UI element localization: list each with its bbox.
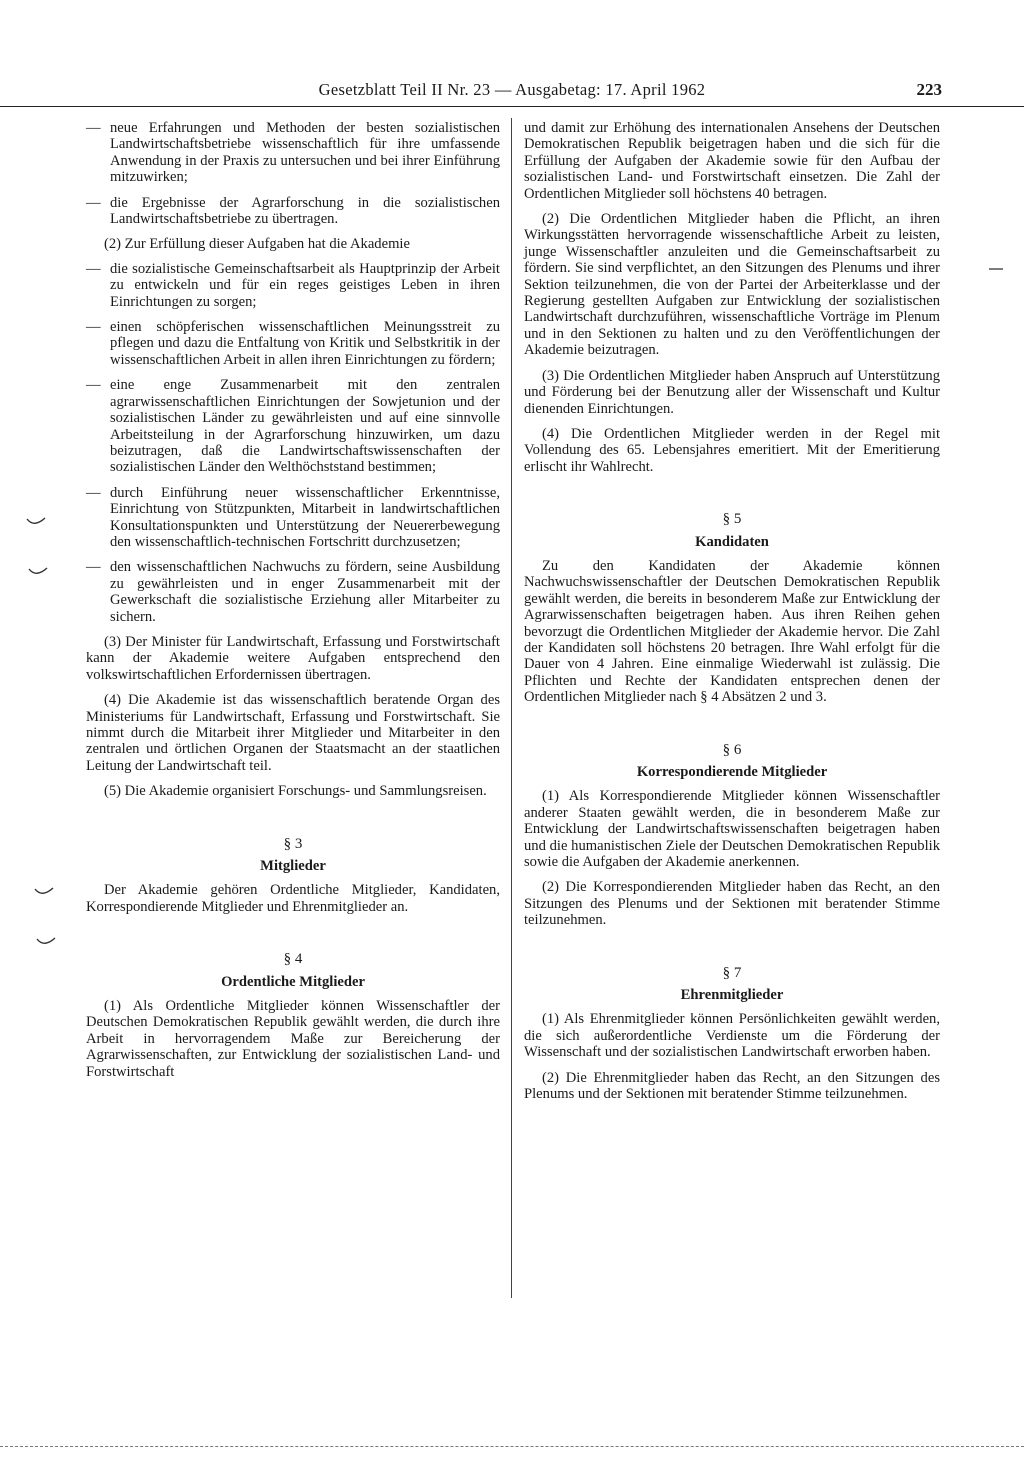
paragraph-2-lead: (2) Zur Erfüllung dieser Aufgaben hat die Akademie	[104, 236, 410, 253]
section-5-title: Kandidaten	[695, 533, 769, 550]
list-item: — durch Einführung neuer wissenschaftlicher Erkenntnisse, Einrichtung von Stützpunkten, Mitarbeit in landwirtschaftlichen Konsultationspunkten und Unterstützung der Neuererbewegung den wissenschaftlich-technischen Fortschritt durchzusetzen;	[86, 485, 500, 551]
check-mark-icon	[36, 936, 56, 950]
check-mark-icon	[26, 516, 46, 530]
section-4-paragraph-3: (3) Die Ordentlichen Mitglieder haben Anspruch auf Unterstützung und Förderung bei der Benutzung aller der Wissenschaft und Kultur dienenden Einrichtungen.	[524, 367, 940, 417]
section-4-mark: § 4	[283, 951, 303, 968]
list-item: — den wissenschaftlichen Nachwuchs zu fördern, seine Ausbildung zu gewährleisten und in enger Zusammenarbeit mit der Gewerkschaft die sozialistische Erziehung aller Mitarbeiter zu sichern.	[86, 559, 500, 625]
check-mark-icon	[34, 886, 54, 900]
list-item: — einen schöpferischen wissenschaftlichen Meinungsstreit zu pflegen und dazu die Entfaltung von Kritik und Selbstkritik in der wissenschaftlichen Arbeit in allen ihren Einrichtungen zu fördern;	[86, 319, 500, 368]
section-4-paragraph-2: (2) Die Ordentlichen Mitglieder haben die Pflicht, an ihren Wirkungsstätten hervorragende wissenschaftliche Arbeit zu leisten, junge Wissenschaftler anzuleiten und die Gemeinschaftsarbeit zu fördern. Sie sind verpflichtet, an den Sitzungen des Plenums und ihrer Sektion teilzunehmen, die von der Partei der Arbeiterklasse und der Regierung gestellten Aufgaben zur Entwicklung der sozialistischen Landwirtschaft durchzuführen, wissenschaftliche Vorträge im Plenum und in den Sektionen zu halten und zu den Veröffentlichungen der Akademie beizutragen.	[524, 211, 940, 359]
list-item: — die Ergebnisse der Agrarforschung in die sozialistischen Landwirtschaftsbetriebe zu übertragen.	[86, 195, 500, 228]
section-6-mark: § 6	[722, 741, 742, 758]
section-4-text: (1) Als Ordentliche Mitglieder können Wissenschaftler der Deutschen Demokratischen Republik gewählt werden, die durch ihre Arbeit in hervorragendem Maße zur Bereicherung der Agrarwissenschaften, zur Entwicklung der sozialistischen Land- und Forstwirtschaft	[86, 998, 500, 1080]
paragraph-5: (5) Die Akademie organisiert Forschungs- und Sammlungsreisen.	[104, 783, 487, 800]
section-3-title: Mitglieder	[260, 858, 326, 875]
check-mark-icon	[28, 566, 48, 580]
section-7-title: Ehrenmitglieder	[680, 987, 784, 1004]
right-column	[524, 120, 940, 1112]
section-6-paragraph-1: (1) Als Korrespondierende Mitglieder können Wissenschaftler anderer Staaten gewählt werden, die in besonderem Maße zur Entwicklung der Landwirtschaftswissenschaften beigetragen haben und die humanistischen Ziele der Deutschen Demokratischen Republik sowie die Aufgaben der Akademie anerkennen.	[524, 788, 940, 871]
bottom-rule	[0, 1446, 1024, 1448]
paragraph-3: (3) Der Minister für Landwirtschaft, Erfassung und Forstwirtschaft kann der Akademie weitere Aufgaben entsprechend den volkswirtschaftlichen Erfordernissen übertragen.	[86, 633, 500, 683]
column-divider	[511, 118, 512, 1298]
section-5-text: Zu den Kandidaten der Akademie können Nachwuchswissenschaftler der Deutschen Demokratischen Republik gewählt werden, die bereits in besonderem Maße zur Entwicklung der Agrarwissenschaften beigetragen haben. Aus ihren Reihen gehen bevorzugt die Ordentlichen Mitglieder der Akademie hervor. Die Zahl der Kandidaten soll höchstens 20 betragen. Ihre Wahl erfolgt für die Dauer von 4 Jahren. Eine einmalige Wiederwahl ist zulässig. Die Pflichten und Rechte der Kandidaten entsprechen denen der Ordentlichen Mitglieder nach § 4 Absätzen 2 und 3.	[524, 557, 940, 706]
section-5-mark: § 5	[722, 511, 742, 528]
section-3-text: Der Akademie gehören Ordentliche Mitglieder, Kandidaten, Korrespondierende Mitglieder und Ehrenmitglieder an.	[86, 882, 500, 915]
section-7-paragraph-2: (2) Die Ehrenmitglieder haben das Recht, an den Sitzungen des Plenums und der Sektionen mit beratender Stimme teilzunehmen.	[524, 1069, 940, 1103]
section-6-paragraph-2: (2) Die Korrespondierenden Mitglieder haben das Recht, an den Sitzungen des Plenums und der Sektionen mit beratender Stimme teilzunehmen.	[524, 879, 940, 929]
section-4-continuation: und damit zur Erhöhung des internationalen Ansehens der Deutschen Demokratischen Republik beigetragen haben und die sich für die Erfüllung der Aufgaben der Akademie sowie für den Aufbau der sozialistischen Land- und Forstwirtschaft einsetzen. Die Zahl der Ordentlichen Mitglieder soll höchstens 40 betragen.	[524, 120, 940, 202]
page-header	[0, 76, 1024, 107]
section-6-title: Korrespondierende Mitglieder	[636, 764, 828, 780]
list-item: — eine enge Zusammenarbeit mit den zentralen agrarwissenschaftlichen Einrichtungen der Sowjetunion und der sozialistischen Länder zu gewährleisten und auf eine sinnvolle Arbeitsteilung in der Agrarforschung hinzuwirken, um dazu beizutragen, daß die Landwirtschaftswissenschaften der sozialistischen Länder den Welthöchststand bestimmen;	[86, 377, 500, 475]
section-4-title: Ordentliche Mitglieder	[221, 973, 365, 990]
paragraph-4: (4) Die Akademie ist das wissenschaftlich beratende Organ des Ministeriums für Landwirtschaft, Erfassung und Forstwirtschaft. Sie nimmt durch die Mitarbeit ihrer Mitglieder und Mitarbeiter in den zentralen und örtlichen Organen der Staatsmacht an der staatlichen Leitung der Landwirtschaft teil.	[86, 692, 500, 774]
section-3-mark: § 3	[283, 835, 303, 852]
gazette-title: Gesetzblatt Teil II Nr. 23 — Ausgabetag: 17. April 1962	[318, 80, 706, 99]
list-item: — neue Erfahrungen und Methoden der besten sozialistischen Landwirtschaftsbetriebe wissenschaftlich für ihre umfassende Anwendung in der Praxis zu untersuchen und bei ihrer Einführung mitzuwirken;	[86, 120, 500, 186]
section-7-mark: § 7	[722, 964, 742, 981]
section-4-paragraph-4: (4) Die Ordentlichen Mitglieder werden in der Regel mit Vollendung des 65. Lebensjahres emeritiert. Mit der Emeritierung erlischt ihr Wahlrecht.	[524, 425, 940, 475]
left-column	[86, 120, 500, 1089]
section-7-paragraph-1: (1) Als Ehrenmitglieder können Persönlichkeiten gewählt werden, die sich außerordentliche Verdienste um die Förderung der Wissenschaft und der sozialistischen Landwirtschaft erworben haben.	[524, 1011, 940, 1061]
list-item: — die sozialistische Gemeinschaftsarbeit als Hauptprinzip der Arbeit zu entwickeln und für ein reges geistiges Leben in ihren Einrichtungen zu sorgen;	[86, 261, 500, 310]
dash-mark-icon	[988, 266, 1004, 272]
page-number: 223	[916, 80, 942, 99]
